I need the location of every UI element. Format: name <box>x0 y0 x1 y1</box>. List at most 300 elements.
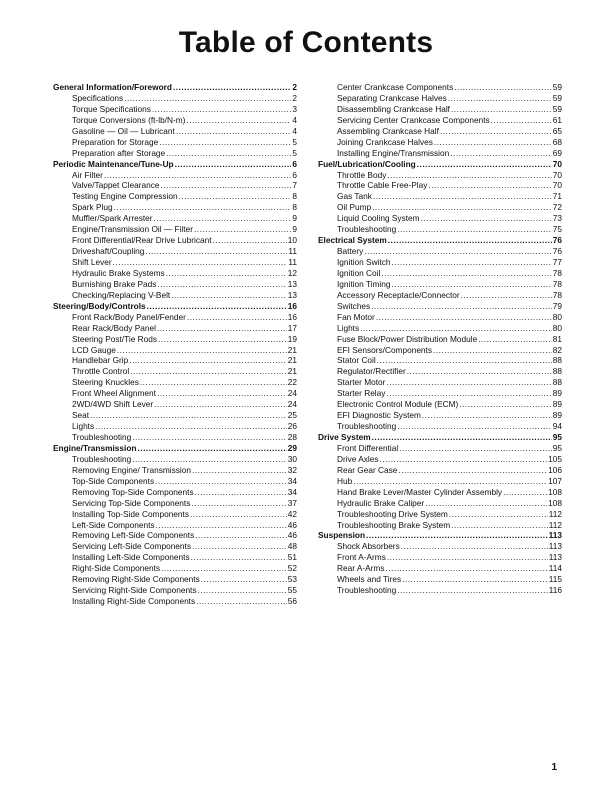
toc-section-entry[interactable] <box>53 159 297 170</box>
toc-entry-page: 65 <box>552 125 562 136</box>
toc-entry-label: Drive Axles <box>337 453 379 464</box>
dot-leader <box>137 443 286 454</box>
toc-entry[interactable] <box>318 399 562 410</box>
toc-entry[interactable] <box>53 377 297 388</box>
toc-entry-page: 5 <box>292 147 297 158</box>
toc-entry-page: 71 <box>552 191 562 202</box>
toc-entry[interactable] <box>318 410 562 421</box>
dot-leader <box>434 137 552 148</box>
toc-entry[interactable] <box>318 388 562 399</box>
dot-leader <box>451 104 552 115</box>
toc-entry-page: 3 <box>292 103 297 114</box>
toc-entry-page: 81 <box>552 333 562 344</box>
toc-entry[interactable] <box>318 443 562 454</box>
dot-leader <box>461 290 552 301</box>
toc-entry[interactable] <box>53 180 297 191</box>
toc-entry[interactable] <box>53 585 297 596</box>
toc-entry-label: Periodic Maintenance/Tune-Up <box>53 158 174 169</box>
dot-leader <box>186 115 291 126</box>
toc-entry[interactable] <box>53 498 297 509</box>
dot-leader <box>160 180 291 191</box>
dot-leader <box>157 388 287 399</box>
toc-entry-page: 51 <box>287 552 297 563</box>
toc-entry[interactable] <box>318 279 562 290</box>
toc-entry-page: 80 <box>552 322 562 333</box>
toc-entry[interactable] <box>53 520 297 531</box>
dot-leader <box>392 279 552 290</box>
toc-entry[interactable] <box>53 541 297 552</box>
toc-entry[interactable] <box>318 498 562 509</box>
toc-entry-page: 6 <box>292 169 297 180</box>
toc-entry-label: Hub <box>337 475 353 486</box>
toc-entry-page: 21 <box>287 344 297 355</box>
dot-leader <box>366 530 548 541</box>
toc-entry-label: Ignition Switch <box>337 257 391 267</box>
page-title: Table of Contents <box>178 26 434 59</box>
toc-entry[interactable] <box>53 465 297 476</box>
toc-entry[interactable] <box>53 366 297 377</box>
toc-entry[interactable] <box>53 268 297 279</box>
dot-leader <box>417 159 552 170</box>
toc-entry-page: 89 <box>552 410 562 421</box>
dot-leader <box>201 574 287 585</box>
toc-entry[interactable] <box>318 191 562 202</box>
toc-entry[interactable] <box>53 345 297 356</box>
toc-entry[interactable] <box>318 334 562 345</box>
toc-entry[interactable] <box>318 148 562 159</box>
toc-entry[interactable] <box>53 487 297 498</box>
toc-entry-page: 113 <box>548 530 562 541</box>
toc-entry-label: Throttle Control <box>72 366 130 377</box>
toc-entry[interactable] <box>318 82 562 93</box>
toc-entry-page: 114 <box>548 563 562 574</box>
toc-entry[interactable] <box>53 563 297 574</box>
toc-entry-label: Burnishing Brake Pads <box>72 278 157 289</box>
dot-leader <box>373 191 552 202</box>
toc-entry-label: EFI Sensors/Components <box>337 344 432 355</box>
dot-leader <box>158 334 287 345</box>
toc-entry-label: Valve/Tappet Clearance <box>72 180 160 191</box>
toc-entry-label: Lights <box>337 322 360 333</box>
toc-entry[interactable] <box>318 323 562 334</box>
toc-entry[interactable] <box>318 563 562 574</box>
dot-leader <box>386 388 551 399</box>
toc-entry-label: Joining Crankcase Halves <box>337 136 433 147</box>
dot-leader <box>386 377 551 388</box>
toc-entry-label: Preparation for Storage <box>72 136 159 147</box>
toc-entry-page: 9 <box>292 213 297 224</box>
dot-leader <box>95 421 287 432</box>
toc-entry-page: 10 <box>287 235 297 246</box>
toc-entry[interactable] <box>53 148 297 159</box>
dot-leader <box>175 159 292 170</box>
toc-entry[interactable] <box>53 115 297 126</box>
page-number: 1 <box>551 762 557 773</box>
toc-entry-page: 17 <box>287 322 297 333</box>
toc-entry-page: 78 <box>552 267 562 278</box>
toc-entry-label: Removing Top-Side Components <box>72 486 194 497</box>
toc-entry[interactable] <box>318 104 562 115</box>
toc-entry-page: 94 <box>552 421 562 432</box>
dot-leader <box>399 443 552 454</box>
toc-entry-label: Stator Coil <box>337 355 376 366</box>
dot-leader <box>191 552 287 563</box>
toc-entry[interactable] <box>53 257 297 268</box>
toc-entry-page: 2 <box>292 82 297 92</box>
dot-leader <box>117 345 287 356</box>
toc-entry-page: 53 <box>287 574 297 585</box>
toc-entry[interactable] <box>53 410 297 421</box>
toc-entry[interactable] <box>318 355 562 366</box>
dot-leader <box>397 421 552 432</box>
toc-entry-label: Left-Side Components <box>72 519 155 530</box>
dot-leader <box>392 257 552 268</box>
toc-entry-label: Separating Crankcase Halves <box>337 92 447 103</box>
toc-entry-page: 29 <box>287 442 297 453</box>
toc-entry[interactable] <box>53 224 297 235</box>
toc-entry-page: 4 <box>292 125 297 136</box>
toc-entry-label: Troubleshooting <box>337 421 397 432</box>
toc-entry-label: Servicing Center Crankcase Components <box>337 114 490 125</box>
toc-entry-page: 9 <box>292 224 297 235</box>
dot-leader <box>397 585 548 596</box>
toc-entry[interactable] <box>318 137 562 148</box>
toc-entry-label: Drive System <box>318 432 371 442</box>
toc-section-entry[interactable] <box>318 235 562 246</box>
toc-entry-label: Gas Tank <box>337 191 372 202</box>
toc-entry[interactable] <box>53 432 297 443</box>
toc-entry-page: 106 <box>548 464 562 475</box>
toc-entry[interactable] <box>318 290 562 301</box>
toc-entry-label: Accessory Receptacle/Connector <box>337 289 460 300</box>
toc-entry-label: Disassembling Crankcase Half <box>337 103 450 114</box>
toc-entry[interactable] <box>53 170 297 181</box>
toc-entry-label: Preparation after Storage <box>72 147 166 158</box>
toc-entry-label: Throttle Cable Free-Play <box>337 180 428 191</box>
toc-entry-page: 19 <box>287 333 297 344</box>
toc-entry-page: 113 <box>548 541 562 552</box>
toc-entry[interactable] <box>53 137 297 148</box>
toc-entry[interactable] <box>53 126 297 137</box>
dot-leader <box>179 191 292 202</box>
toc-entry-label: Battery <box>337 246 364 257</box>
toc-entry-page: 24 <box>287 399 297 410</box>
toc-entry-page: 13 <box>287 289 297 300</box>
toc-entry-page: 46 <box>287 530 297 541</box>
dot-leader <box>190 509 287 520</box>
toc-entry-label: Troubleshooting Brake System <box>337 519 451 530</box>
toc-entry[interactable] <box>53 93 297 104</box>
toc-section-entry[interactable] <box>53 301 297 312</box>
toc-entry-page: 108 <box>548 497 562 508</box>
toc-entry-label: Liquid Cooling System <box>337 213 420 224</box>
toc-entry[interactable] <box>318 541 562 552</box>
dot-leader <box>372 202 552 213</box>
toc-entry-label: Switches <box>337 300 371 311</box>
dot-leader <box>402 574 548 585</box>
toc-entry-page: 95 <box>552 432 562 442</box>
toc-entry-label: Shock Absorbers <box>337 541 400 552</box>
toc-entry[interactable] <box>318 476 562 487</box>
toc-entry-page: 95 <box>552 442 562 453</box>
toc-entry-page: 21 <box>287 366 297 377</box>
dot-leader <box>90 410 287 421</box>
toc-entry-page: 115 <box>548 574 562 585</box>
dot-leader <box>198 585 287 596</box>
toc-entry-label: Engine/Transmission <box>53 442 137 453</box>
toc-entry[interactable] <box>318 454 562 465</box>
toc-entry-label: Front Differential/Rear Drive Lubricant <box>72 235 212 246</box>
toc-entry-page: 76 <box>552 246 562 257</box>
toc-entry[interactable] <box>318 170 562 181</box>
toc-entry-page: 22 <box>287 377 297 388</box>
toc-entry-page: 56 <box>287 596 297 607</box>
toc-entry-label: Spark Plug <box>72 202 113 213</box>
dot-leader <box>401 541 548 552</box>
toc-entry-label: Wheels and Tires <box>337 574 402 585</box>
toc-entry-page: 42 <box>287 508 297 519</box>
toc-entry-label: General Information/Foreword <box>53 82 172 92</box>
toc-entry[interactable] <box>53 202 297 213</box>
dot-leader <box>381 268 551 279</box>
toc-entry[interactable] <box>53 596 297 607</box>
toc-entry[interactable] <box>53 323 297 334</box>
dot-leader <box>388 235 552 246</box>
toc-entry[interactable] <box>318 301 562 312</box>
dot-leader <box>195 530 287 541</box>
toc-entry-label: Handlebar Grip <box>72 355 129 366</box>
toc-entry-label: Removing Engine/ Transmission <box>72 464 191 475</box>
toc-entry[interactable] <box>318 487 562 498</box>
toc-entry[interactable] <box>318 180 562 191</box>
toc-entry-page: 108 <box>548 486 562 497</box>
toc-entry-page: 52 <box>287 563 297 574</box>
toc-entry-page: 78 <box>552 278 562 289</box>
dot-leader <box>387 552 548 563</box>
toc-entry-label: Seat <box>72 410 90 421</box>
toc-entry-label: Electronic Control Module (ECM) <box>337 399 459 410</box>
toc-entry[interactable] <box>318 257 562 268</box>
dot-leader <box>154 213 292 224</box>
toc-entry-label: Front Wheel Alignment <box>72 388 156 399</box>
dot-leader <box>364 246 551 257</box>
toc-entry-label: Installing Engine/Transmission <box>337 147 450 158</box>
toc-entry[interactable] <box>53 454 297 465</box>
toc-entry-page: 28 <box>287 432 297 442</box>
dot-leader <box>478 334 552 345</box>
toc-entry[interactable] <box>318 585 562 596</box>
toc-entry-label: Ignition Timing <box>337 278 391 289</box>
dot-leader <box>114 202 292 213</box>
toc-entry[interactable] <box>53 191 297 202</box>
dot-leader <box>191 498 286 509</box>
toc-entry-page: 26 <box>287 421 297 432</box>
toc-entry-page: 4 <box>292 114 297 125</box>
toc-entry-page: 78 <box>552 289 562 300</box>
toc-entry[interactable] <box>53 104 297 115</box>
toc-entry-page: 68 <box>552 136 562 147</box>
toc-entry-label: Checking/Replacing V-Belt <box>72 289 171 300</box>
toc-entry-page: 21 <box>287 355 297 366</box>
dot-leader <box>166 148 291 159</box>
toc-entry-label: Removing Left-Side Components <box>72 530 195 541</box>
toc-entry[interactable] <box>53 235 297 246</box>
toc-entry-label: Rear Rack/Body Panel <box>72 322 156 333</box>
toc-entry-page: 112 <box>548 508 562 519</box>
dot-leader <box>425 498 547 509</box>
toc-entry-page: 82 <box>552 344 562 355</box>
toc-entry-page: 34 <box>287 486 297 497</box>
toc-entry[interactable] <box>318 574 562 585</box>
dot-leader <box>156 520 287 531</box>
toc-entry[interactable] <box>318 268 562 279</box>
toc-entry[interactable] <box>53 334 297 345</box>
toc-entry[interactable] <box>53 246 297 257</box>
dot-leader <box>113 257 288 268</box>
dot-leader <box>132 432 287 443</box>
toc-entry-label: Installing Left-Side Components <box>72 552 190 563</box>
toc-entry[interactable] <box>318 93 562 104</box>
dot-leader <box>155 476 287 487</box>
toc-entry[interactable] <box>318 465 562 476</box>
toc-entry[interactable] <box>53 279 297 290</box>
dot-leader <box>380 454 548 465</box>
toc-entry-page: 8 <box>292 202 297 213</box>
toc-entry-page: 89 <box>552 388 562 399</box>
dot-leader <box>129 355 287 366</box>
toc-section-entry[interactable] <box>318 159 562 170</box>
toc-entry[interactable] <box>318 115 562 126</box>
toc-entry[interactable] <box>53 421 297 432</box>
toc-entry-label: Torque Conversions (ft-lb/N-m) <box>72 114 186 125</box>
toc-section-entry[interactable] <box>318 530 562 541</box>
toc-entry-label: Hydraulic Brake Systems <box>72 267 165 278</box>
dot-leader <box>422 410 552 421</box>
toc-entry[interactable] <box>318 552 562 563</box>
toc-entry[interactable] <box>53 213 297 224</box>
toc-entry-page: 113 <box>548 552 562 563</box>
dot-leader <box>491 115 552 126</box>
toc-entry[interactable] <box>318 224 562 235</box>
toc-entry[interactable] <box>318 366 562 377</box>
toc-entry-label: Installing Top-Side Components <box>72 508 189 519</box>
toc-entry-page: 73 <box>552 213 562 224</box>
toc-entry[interactable] <box>53 552 297 563</box>
toc-section-entry[interactable] <box>53 443 297 454</box>
dot-leader <box>132 454 287 465</box>
toc-entry-page: 88 <box>552 377 562 388</box>
toc-entry-label: Shift Lever <box>72 257 112 267</box>
dot-leader <box>448 93 552 104</box>
toc-entry-page: 59 <box>552 103 562 114</box>
toc-entry[interactable] <box>318 345 562 356</box>
dot-leader <box>371 301 552 312</box>
toc-entry[interactable] <box>318 520 562 531</box>
toc-entry-label: Servicing Left-Side Components <box>72 541 191 552</box>
toc-entry-page: 89 <box>552 399 562 410</box>
toc-entry-label: Top-Side Components <box>72 475 155 486</box>
dot-leader <box>385 563 547 574</box>
toc-entry-label: Troubleshooting <box>72 432 132 442</box>
toc-entry-label: Testing Engine Compression <box>72 191 178 202</box>
dot-leader <box>196 596 287 607</box>
toc-entry-label: LCD Gauge <box>72 344 116 355</box>
toc-entry-label: Suspension <box>318 530 366 541</box>
dot-leader <box>433 345 552 356</box>
dot-leader <box>104 170 291 181</box>
dot-leader <box>407 366 552 377</box>
toc-entry-label: Specifications <box>72 92 124 103</box>
toc-entry-label: Troubleshooting Drive System <box>337 508 448 519</box>
dot-leader <box>376 312 552 323</box>
toc-entry[interactable] <box>318 312 562 323</box>
toc-entry-page: 7 <box>292 180 297 191</box>
toc-entry-label: Steering/Body/Controls <box>53 300 146 311</box>
toc-entry-label: Removing Right-Side Components <box>72 574 200 585</box>
dot-leader <box>140 377 287 388</box>
toc-entry[interactable] <box>318 126 562 137</box>
toc-entry-page: 112 <box>548 519 562 530</box>
toc-entry-label: Rear Gear Case <box>337 464 398 475</box>
toc-entry-page: 59 <box>552 82 562 92</box>
toc-entry[interactable] <box>53 290 297 301</box>
toc-entry[interactable] <box>318 202 562 213</box>
toc-entry-page: 11 <box>288 246 297 257</box>
toc-entry-label: Air Filter <box>72 169 103 180</box>
toc-entry-page: 75 <box>552 224 562 235</box>
toc-section-entry[interactable] <box>53 82 297 93</box>
toc-entry[interactable] <box>53 312 297 323</box>
dot-leader <box>154 399 287 410</box>
toc-entry-label: Oil Pump <box>337 202 372 213</box>
toc-entry[interactable] <box>318 213 562 224</box>
toc-entry[interactable] <box>53 574 297 585</box>
toc-entry[interactable] <box>53 476 297 487</box>
toc-entry-page: 12 <box>287 267 297 278</box>
dot-leader <box>451 520 548 531</box>
toc-entry[interactable] <box>53 388 297 399</box>
toc-entry-label: Front Rack/Body Panel/Fender <box>72 311 186 322</box>
toc-entry[interactable] <box>318 421 562 432</box>
dot-leader <box>187 312 287 323</box>
toc-entry-label: Rear A-Arms <box>337 563 385 574</box>
toc-entry-page: 70 <box>552 158 562 169</box>
toc-entry-label: Starter Relay <box>337 388 386 399</box>
toc-entry[interactable] <box>318 377 562 388</box>
dot-leader <box>166 268 287 279</box>
toc-entry-page: 76 <box>552 235 562 246</box>
toc-entry[interactable] <box>53 355 297 366</box>
toc-entry-page: 16 <box>287 300 297 311</box>
toc-entry-page: 6 <box>292 158 297 169</box>
toc-entry-page: 107 <box>548 475 562 486</box>
toc-entry-label: Right-Side Components <box>72 563 161 574</box>
dot-leader <box>213 235 287 246</box>
toc-entry[interactable] <box>318 246 562 257</box>
toc-entry[interactable] <box>53 509 297 520</box>
toc-entry[interactable] <box>53 530 297 541</box>
toc-left-column <box>53 82 297 607</box>
toc-entry-page: 55 <box>287 585 297 596</box>
toc-entry-label: Troubleshooting <box>72 453 132 464</box>
toc-entry-label: Steering Post/Tie Rods <box>72 333 158 344</box>
toc-entry[interactable] <box>318 509 562 520</box>
toc-entry[interactable] <box>53 399 297 410</box>
dot-leader <box>159 137 291 148</box>
toc-entry-label: Servicing Right-Side Components <box>72 585 197 596</box>
toc-section-entry[interactable] <box>318 432 562 443</box>
toc-entry-page: 70 <box>552 180 562 191</box>
